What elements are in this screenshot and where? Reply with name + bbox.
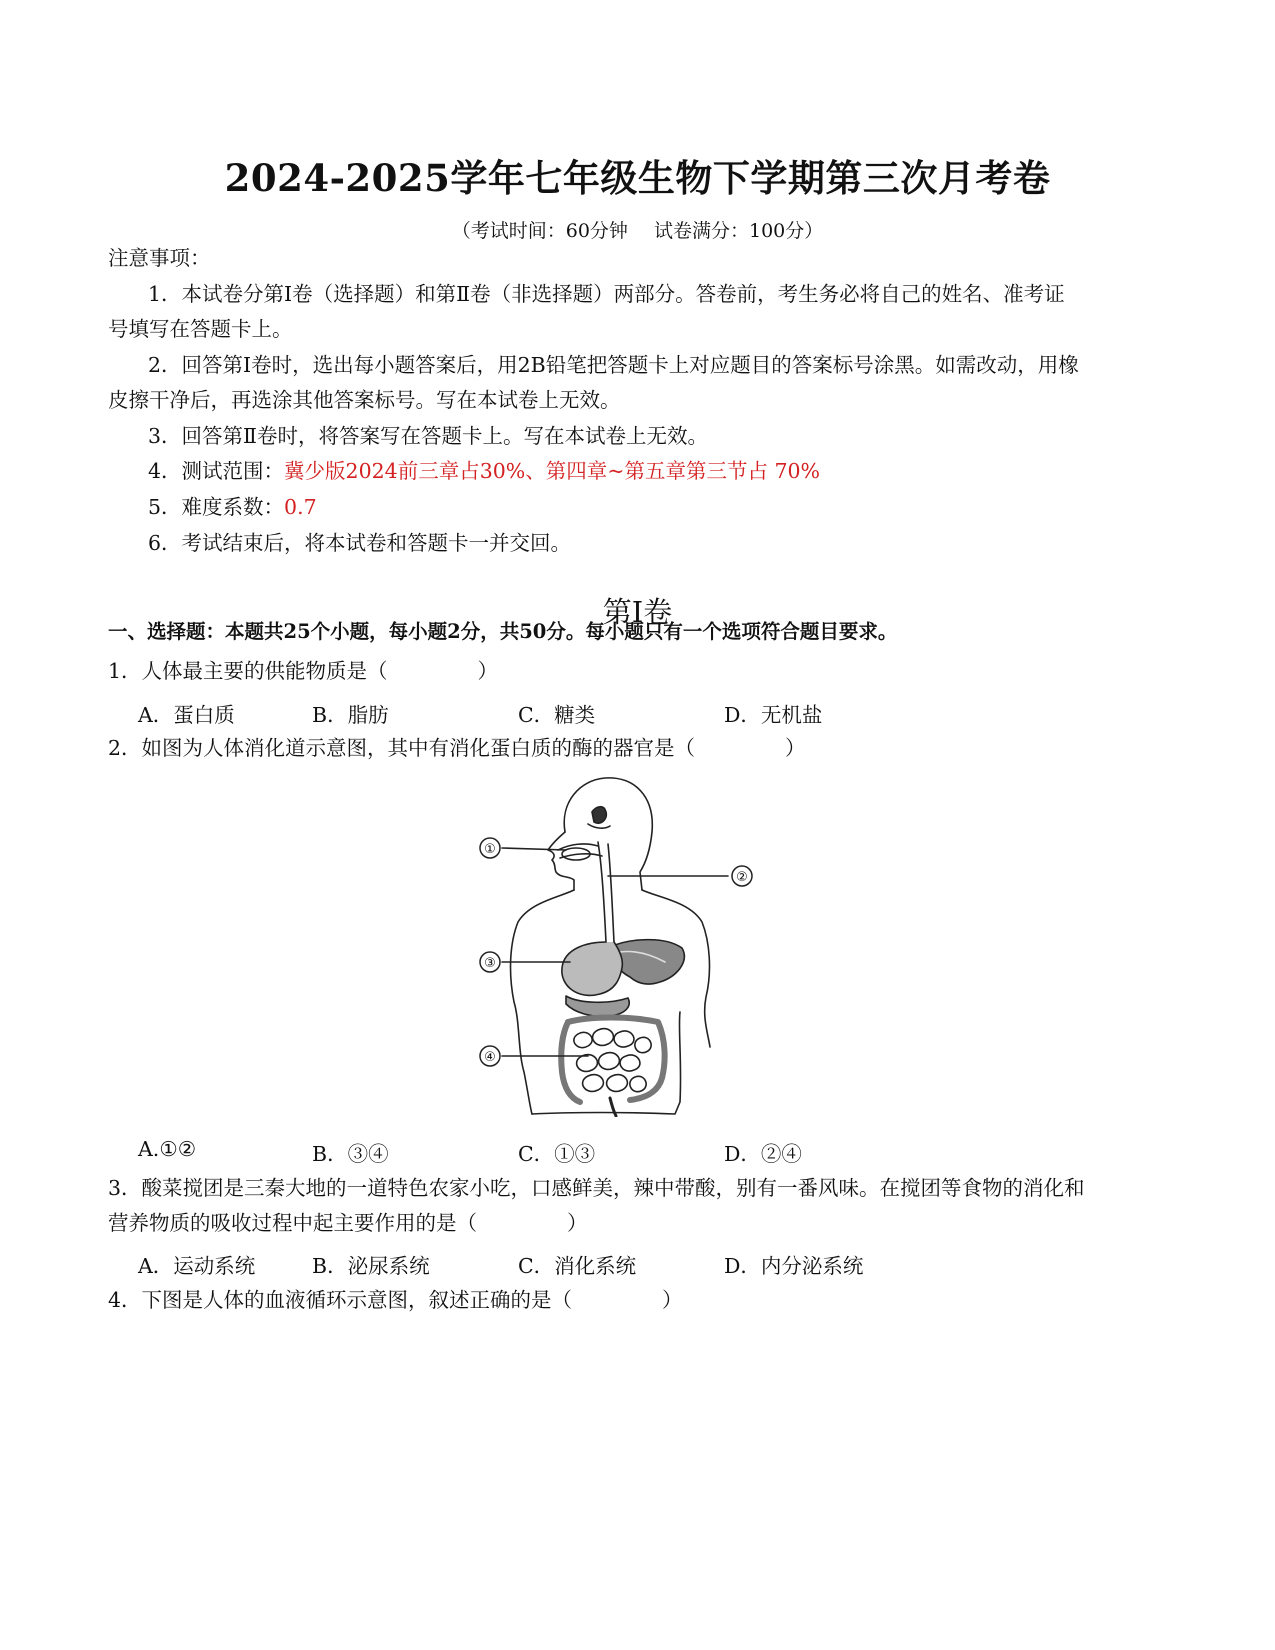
question-2-stem	[108, 730, 806, 766]
section-title: 第Ⅰ卷	[602, 595, 673, 629]
question-1-option-c: C．糖类	[518, 703, 596, 727]
note-item-3: 3．回答第Ⅱ卷时，将答案写在答题卡上。写在本试卷上无效。	[148, 424, 708, 448]
section-instruction: 一、选择题：本题共25个小题，每小题2分，共50分。每小题只有一个选项符合题目要求。	[108, 620, 898, 643]
question-1-close: ）	[477, 659, 499, 683]
full-score: 试卷满分：100分）	[653, 220, 824, 242]
digestive-system-figure	[470, 772, 770, 1117]
question-3-option-b: B．泌尿系统	[312, 1254, 430, 1278]
question-3-stem-line-1: 3．酸菜搅团是三秦大地的一道特色农家小吃，口感鲜美，辣中带酸，别有一番风味。在搅团等食物的消化和	[108, 1176, 1085, 1200]
note-item-1-line-1: 1．本试卷分第Ⅰ卷（选择题）和第Ⅱ卷（非选择题）两部分。答卷前，考生务必将自己的姓名、准考证	[148, 282, 1065, 306]
note-item-5	[148, 489, 317, 525]
question-3-option-a: A．运动系统	[138, 1254, 256, 1278]
question-3-option-d: D．内分泌系统	[724, 1254, 864, 1278]
exam-info	[0, 216, 1275, 243]
question-2-option-b: B．③④	[312, 1142, 389, 1166]
question-1-option-a: A．蛋白质	[138, 703, 235, 727]
note-item-4-prefix: 4．测试范围：	[148, 459, 285, 483]
note-item-2-line-2: 皮擦干净后，再选涂其他答案标号。写在本试卷上无效。	[108, 388, 621, 412]
figure-label-3: ③	[484, 956, 496, 971]
question-2-close: ）	[785, 736, 806, 760]
question-2-option-c: C．①③	[518, 1142, 596, 1166]
note-item-5-prefix: 5．难度系数：	[148, 495, 285, 519]
question-2-option-d: D．②④	[724, 1142, 802, 1166]
question-4-stem	[108, 1282, 683, 1318]
question-1-option-b: B．脂肪	[312, 703, 389, 727]
question-3-close: ）	[567, 1211, 588, 1235]
figure-label-4: ④	[484, 1050, 496, 1065]
question-4-close: ）	[662, 1288, 683, 1312]
difficulty-value: 0.7	[284, 495, 317, 519]
exam-time: （考试时间：60分钟	[451, 220, 628, 242]
figure-label-2: ②	[736, 870, 748, 885]
question-3-stem-line-2	[108, 1205, 588, 1241]
page-title: 2024-2025学年七年级生物下学期第三次月考卷	[224, 156, 1051, 200]
question-3-text: 营养物质的吸收过程中起主要作用的是（	[108, 1211, 477, 1235]
question-3-option-c: C．消化系统	[518, 1254, 637, 1278]
note-item-4	[148, 453, 820, 489]
question-1-option-d: D．无机盐	[724, 703, 823, 727]
question-4-text: 4．下图是人体的血液循环示意图，叙述正确的是（	[108, 1288, 573, 1312]
question-2-option-a: A.①②	[138, 1137, 197, 1161]
question-2-text: 2．如图为人体消化道示意图，其中有消化蛋白质的酶的器官是（	[108, 736, 696, 760]
figure-label-1: ①	[484, 842, 496, 857]
test-scope: 冀少版2024前三章占30%、第四章~第五章第三节占 70%	[284, 459, 821, 483]
note-item-6: 6．考试结束后，将本试卷和答题卡一并交回。	[148, 531, 572, 555]
notes-heading: 注意事项：	[108, 246, 211, 270]
note-item-1-line-2: 号填写在答题卡上。	[108, 317, 293, 341]
question-1-stem	[108, 653, 498, 689]
question-1-text: 1．人体最主要的供能物质是（	[108, 659, 388, 683]
note-item-2-line-1: 2．回答第Ⅰ卷时，选出每小题答案后，用2B铅笔把答题卡上对应题目的答案标号涂黑。如需改动，用橡	[148, 353, 1079, 377]
